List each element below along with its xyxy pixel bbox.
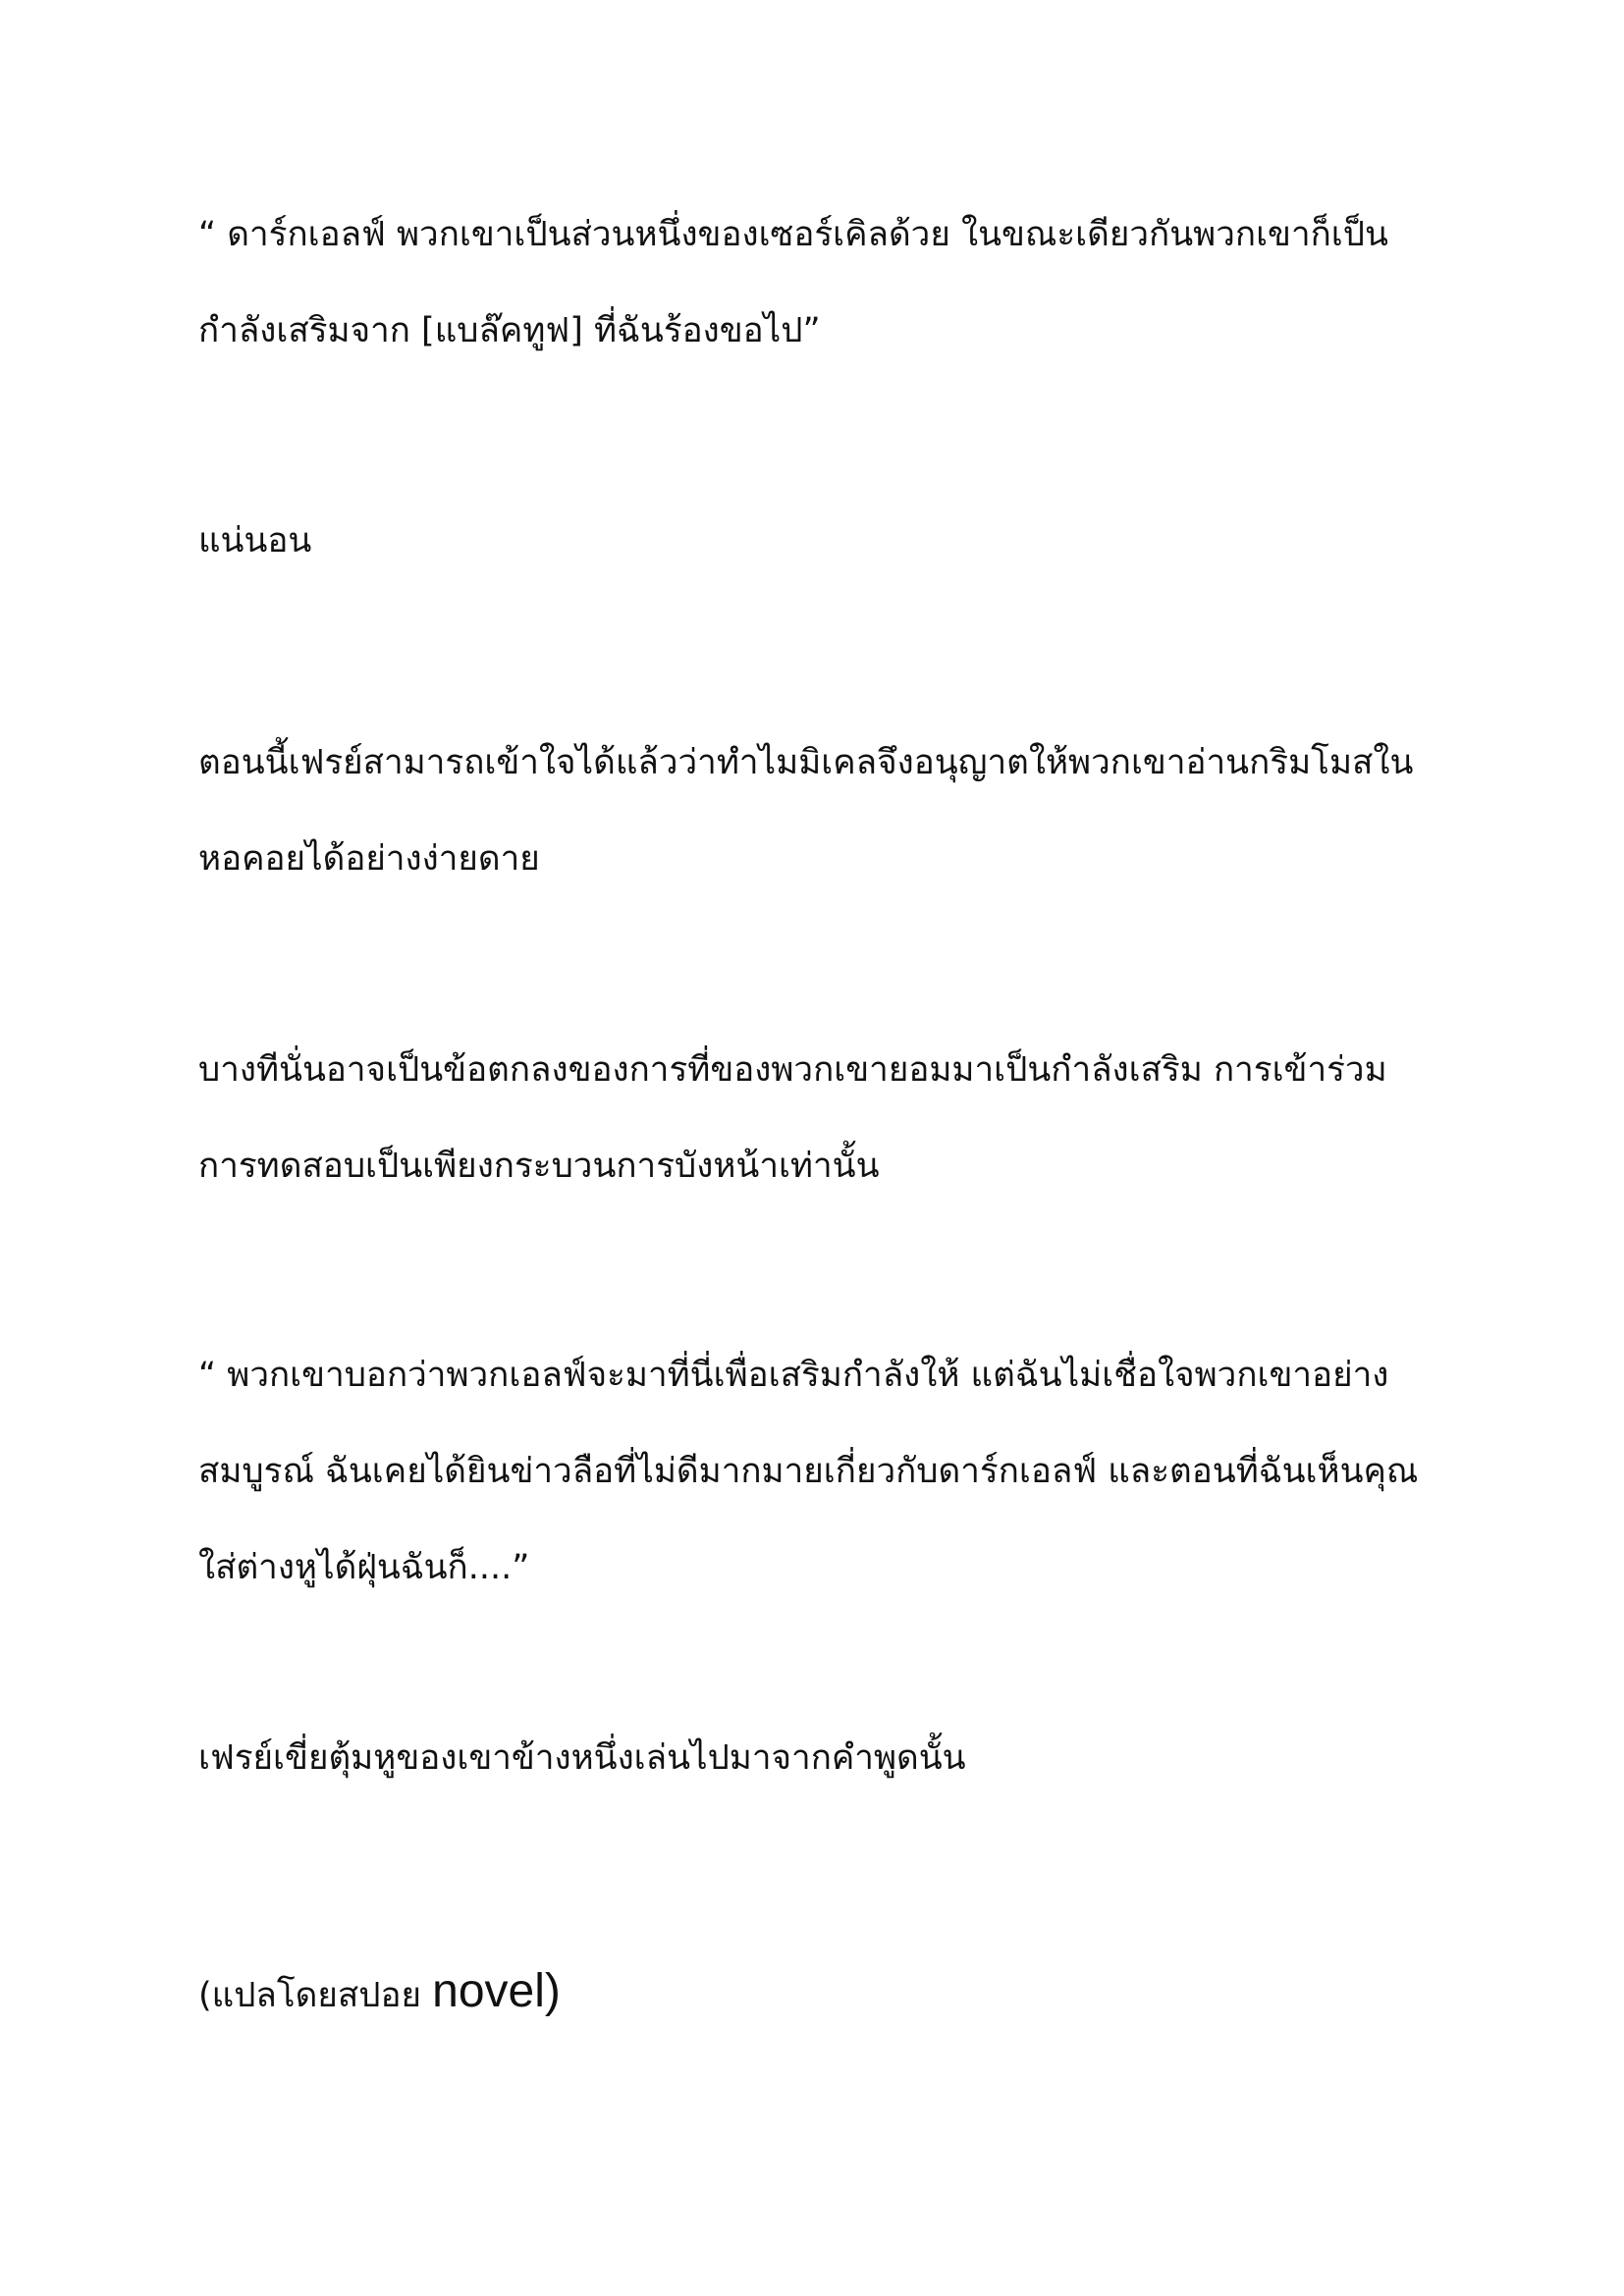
text-line: “ พวกเขาบอกว่าพวกเอลฟ์จะมาที่นี่เพื่อเสริมกำลังให้ แต่ฉันไม่เชื่อใจพวกเขาอย่าง bbox=[198, 1356, 1389, 1395]
credit-thai-text: (แปลโดยสปอย bbox=[198, 1976, 433, 2015]
credit-line bbox=[198, 1944, 1475, 2040]
credit-latin-text: novel) bbox=[432, 1965, 561, 2017]
paragraph-dialogue-distrust bbox=[198, 1327, 1475, 1616]
text-line: การทดสอบเป็นเพียงกระบวนการบังหน้าเท่านั้น bbox=[198, 1147, 880, 1186]
text-line: ใส่ต่างหูได้ฝุ่นฉันก็....” bbox=[198, 1548, 530, 1587]
text-line: แน่นอน bbox=[198, 521, 312, 561]
translator-credit bbox=[198, 1944, 1475, 2040]
text-line: กำลังเสริมจาก [แบล๊คทูฟ] ที่ฉันร้องขอไป” bbox=[198, 311, 821, 350]
paragraph-certainly bbox=[198, 493, 1475, 589]
text-line: ตอนนี้เฟรย์สามารถเข้าใจได้แล้วว่าทำไมมิเคลจึงอนุญาตให้พวกเขาอ่านกริมโมสใน bbox=[198, 743, 1414, 782]
paragraph-frey-understands bbox=[198, 715, 1475, 907]
paragraph-dialogue-dark-elf bbox=[198, 187, 1475, 379]
paragraph-agreement bbox=[198, 1022, 1475, 1214]
text-line: เฟรย์เขี่ยตุ้มหูของเขาข้างหนึ่งเล่นไปมาจากคำพูดนั้น bbox=[198, 1738, 966, 1778]
text-line: “ ดาร์กเอลฟ์ พวกเขาเป็นส่วนหนึ่งของเซอร์เคิลด้วย ในขณะเดียวกันพวกเขาก็เป็น bbox=[198, 215, 1388, 254]
paragraph-earring bbox=[198, 1710, 1475, 1806]
text-line: สมบูรณ์ ฉันเคยได้ยินข่าวลือที่ไม่ดีมากมายเกี่ยวกับดาร์กเอลฟ์ และตอนที่ฉันเห็นคุณ bbox=[198, 1452, 1419, 1491]
text-line: บางทีนั่นอาจเป็นข้อตกลงของการที่ของพวกเขายอมมาเป็นกำลังเสริม การเข้าร่วม bbox=[198, 1050, 1387, 1090]
text-line: หอคอยได้อย่างง่ายดาย bbox=[198, 839, 540, 879]
